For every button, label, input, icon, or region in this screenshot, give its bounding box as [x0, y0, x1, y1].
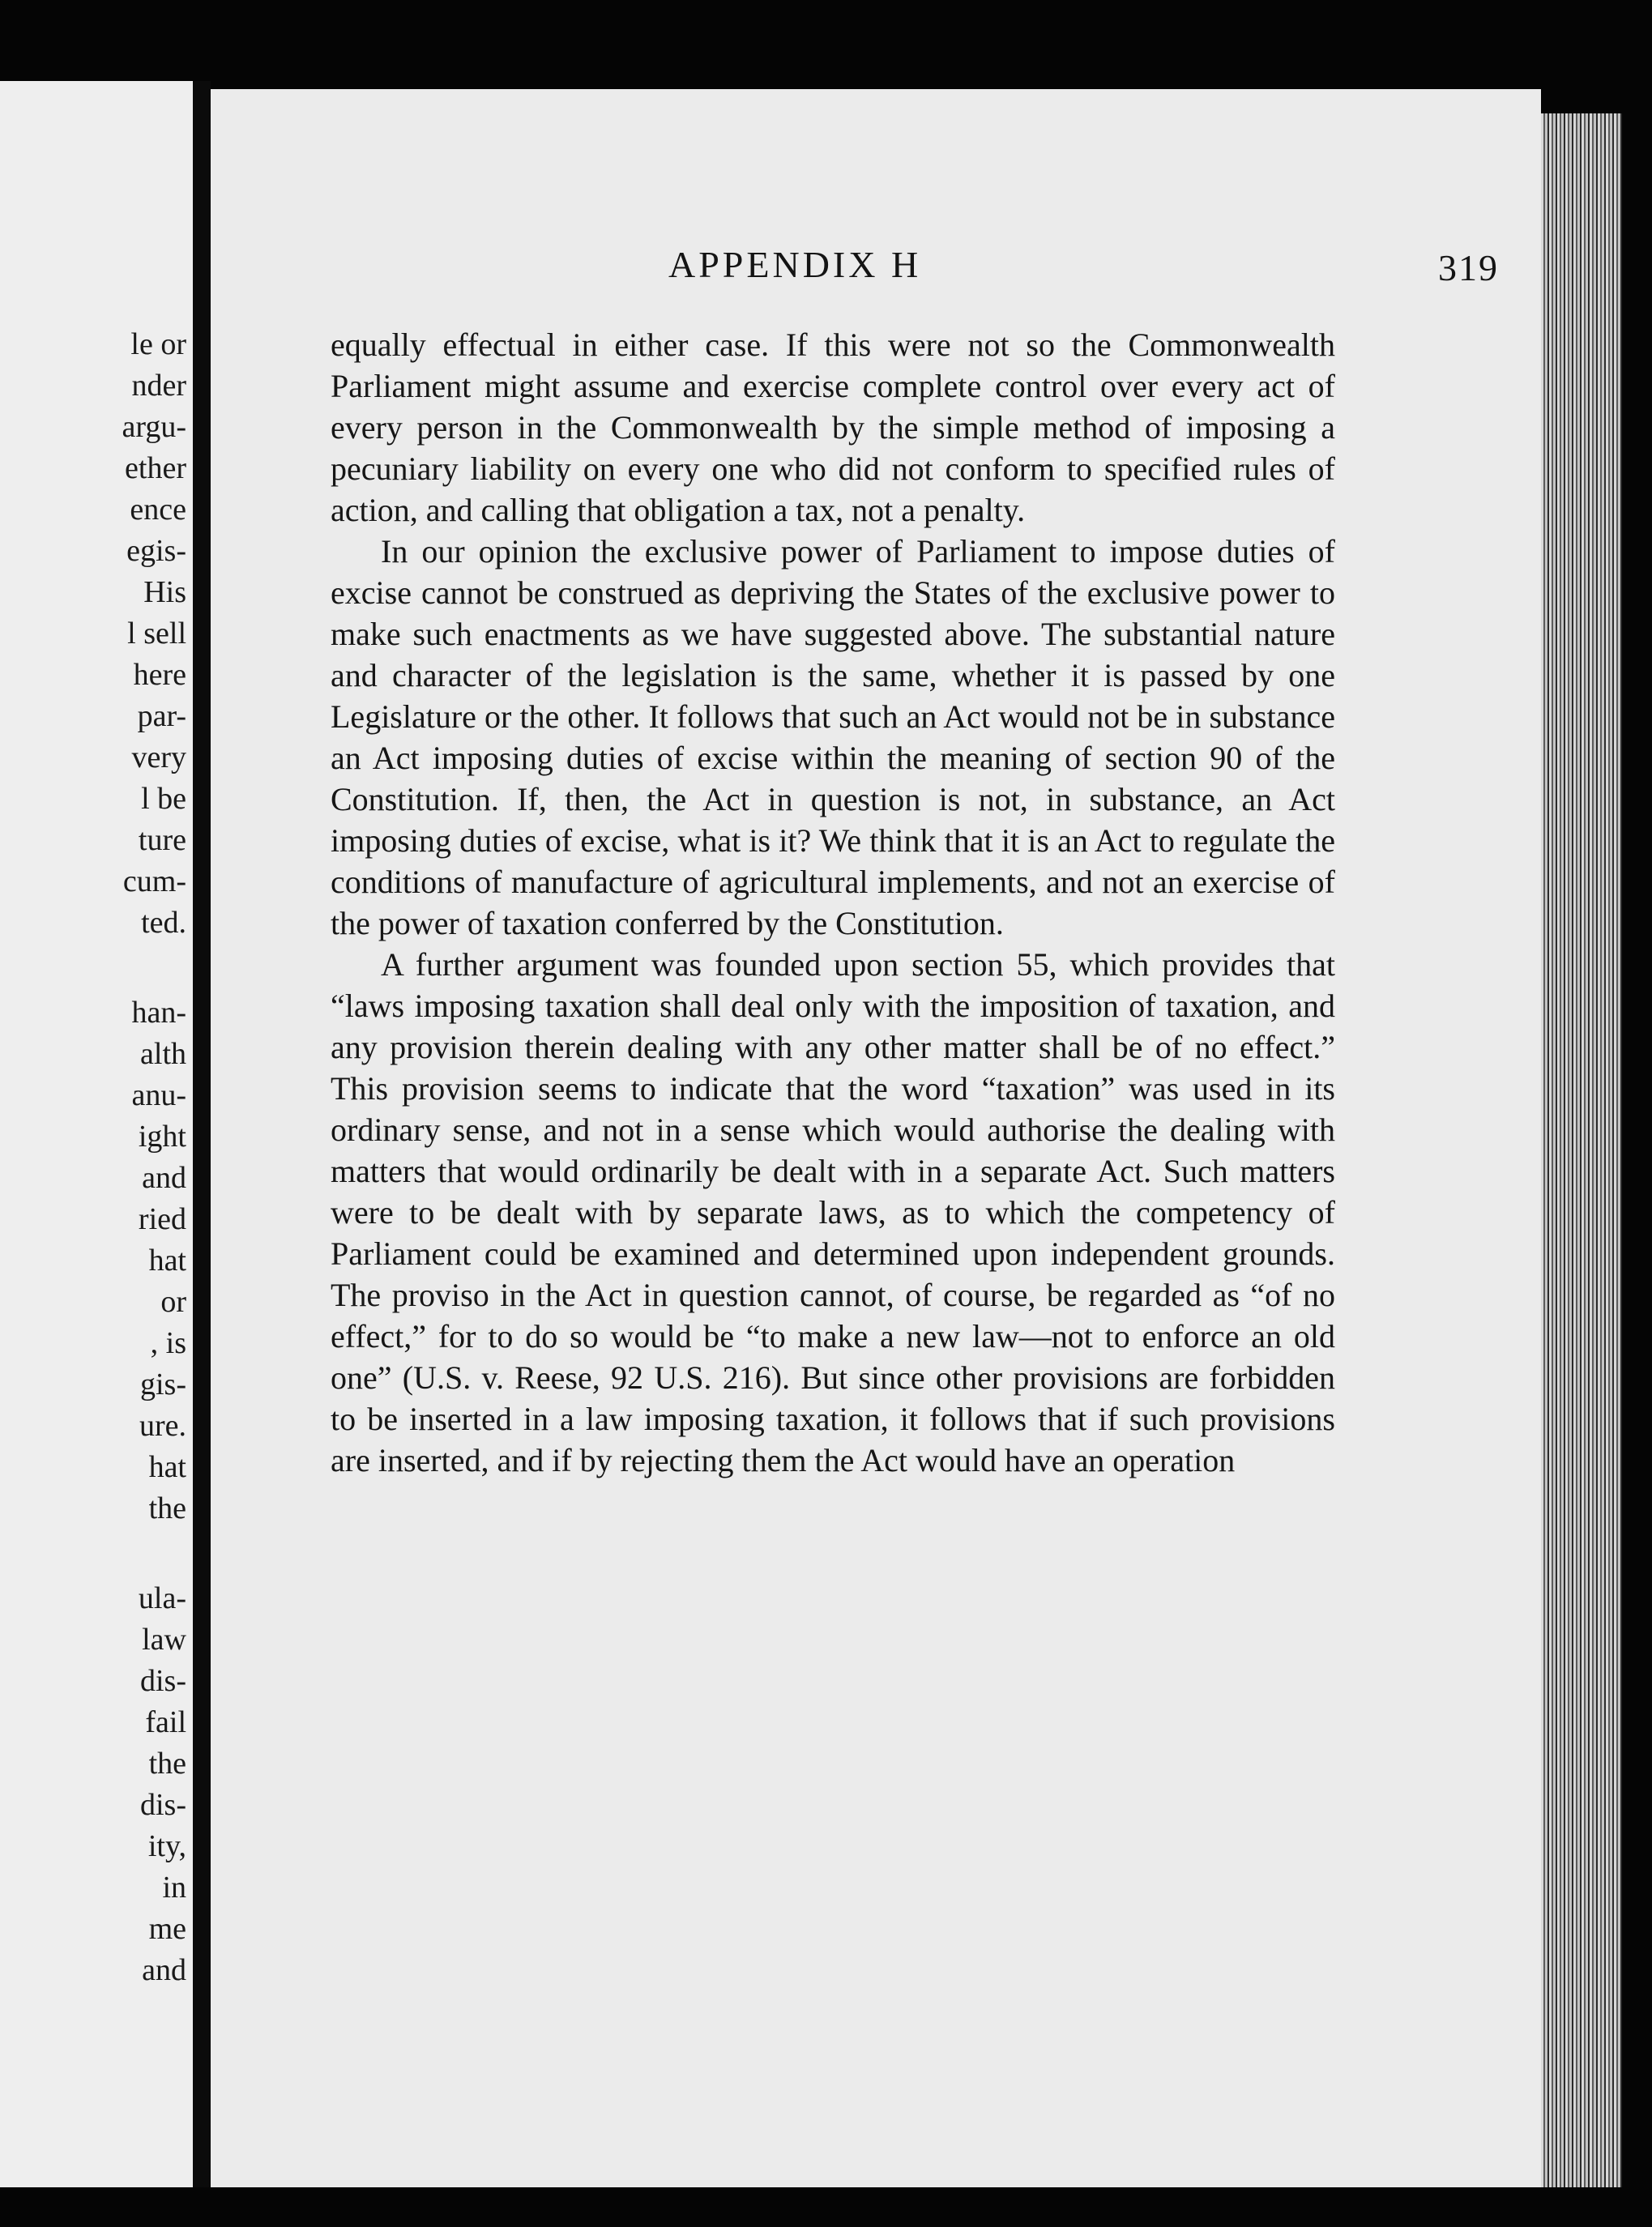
left-page-line-fragment: dis-	[140, 1664, 186, 1698]
left-page-line-fragment: l be	[141, 782, 186, 816]
left-page-line-fragment: ether	[125, 451, 186, 485]
left-page-line-fragment: in	[162, 1871, 186, 1905]
left-page-line-fragment: ight	[138, 1120, 186, 1154]
left-page-line-fragment: nder	[131, 369, 186, 403]
left-page-line-fragment: dis-	[140, 1788, 186, 1822]
paragraph-continued: equally effectual in either case. If this were not so the Commonwealth Parliament might assume and exercise complete control over every act of every person in the Commonwealth by the simple method of imposing a pecuniary liability on every one who did not conform to specified rules of action, and calling that obligation a tax, not a penalty.	[331, 326, 1335, 528]
left-page-line-fragment: argu-	[122, 410, 186, 444]
left-page-line-fragment: egis-	[126, 534, 186, 568]
left-page-line-fragment: hat	[148, 1450, 186, 1484]
left-page-line-fragment: l sell	[127, 616, 186, 651]
left-page-line-fragment: ure.	[139, 1409, 186, 1443]
left-page-line-fragment: very	[131, 740, 186, 774]
left-page-line-fragment: , is	[150, 1326, 186, 1360]
left-page-line-fragment: the	[148, 1491, 186, 1525]
left-page-line-fragment: ity,	[147, 1829, 186, 1863]
left-page-line-fragment: cum-	[122, 864, 186, 898]
left-page-line-fragment: par-	[137, 699, 186, 733]
left-page-line-fragment: han-	[131, 996, 186, 1030]
left-page-line-fragment: law	[142, 1623, 186, 1657]
left-page-line-fragment: and	[142, 1953, 186, 1987]
left-page-line-fragment: His	[143, 575, 186, 609]
left-page-line-fragment: ture	[138, 823, 186, 857]
left-page-line-fragment: alth	[140, 1037, 186, 1071]
left-facing-page	[0, 81, 193, 2187]
left-page-line-fragment: ted.	[141, 906, 186, 940]
left-page-line-fragment: the	[148, 1747, 186, 1781]
left-page-line-fragment: ence	[130, 493, 186, 527]
book-gutter	[193, 81, 211, 2187]
left-page-line-fragment: ula-	[138, 1581, 186, 1615]
left-page-line-fragment: anu-	[131, 1078, 186, 1112]
left-page-line-fragment: fail	[145, 1705, 186, 1739]
left-page-line-gap	[122, 944, 187, 992]
running-head	[211, 243, 1541, 308]
left-page-line-fragment: ried	[138, 1202, 186, 1236]
running-title: APPENDIX H	[668, 244, 922, 285]
left-page-line-fragment: or	[160, 1285, 186, 1319]
left-page-line-gap	[122, 1529, 187, 1578]
left-page-line-fragment: gis-	[140, 1367, 186, 1401]
page-number: 319	[1438, 247, 1499, 288]
left-page-text-fragments	[122, 324, 187, 1991]
book-page	[211, 89, 1541, 2187]
page-edge-stack	[1541, 113, 1622, 2187]
left-page-line-fragment: and	[142, 1161, 186, 1195]
body-text	[331, 324, 1335, 1481]
paragraph: A further argument was founded upon section 55, which provides that “laws imposing taxation shall deal only with the imposition of taxation, and any provision therein dealing with any other matter shall be of no effect.” This provision seems to indicate that the word “taxation” was used in its ordinary sense, and not in a sense which would authorise the dealing with matters that would ordinarily be dealt with in a separate Act. Such matters were to be dealt with by separate laws, as to which the competency of Parliament could be examined and determined upon independent grounds. The proviso in the Act in question cannot, of course, be regarded as “of no effect,” for to do so would be “to make a new law—not to enforce an old one” (U.S. v. Reese, 92 U.S. 216). But since other provisions are forbidden to be inserted in a law imposing taxation, it follows that if such provisions are inserted, and if by rejecting them the Act would have an operation	[331, 946, 1335, 1478]
left-page-line-fragment: here	[133, 658, 186, 692]
paragraph: In our opinion the exclusive power of Parliament to impose duties of excise cannot be construed as depriving the States of the exclusive power to make such enactments as we have suggested above. The substantial nature and character of the legislation is the same, whether it is passed by one Legislature or the other. It follows that such an Act would not be in substance an Act imposing duties of excise within the meaning of section 90 of the Constitution. If, then, the Act in question is not, in substance, an Act imposing duties of excise, what is it? We think that it is an Act to regulate the conditions of manufacture of agricultural implements, and not an exercise of the power of taxation conferred by the Constitution.	[331, 533, 1335, 941]
left-page-line-fragment: hat	[148, 1244, 186, 1278]
left-page-line-fragment: le or	[130, 327, 186, 361]
left-page-line-fragment: me	[148, 1912, 186, 1946]
